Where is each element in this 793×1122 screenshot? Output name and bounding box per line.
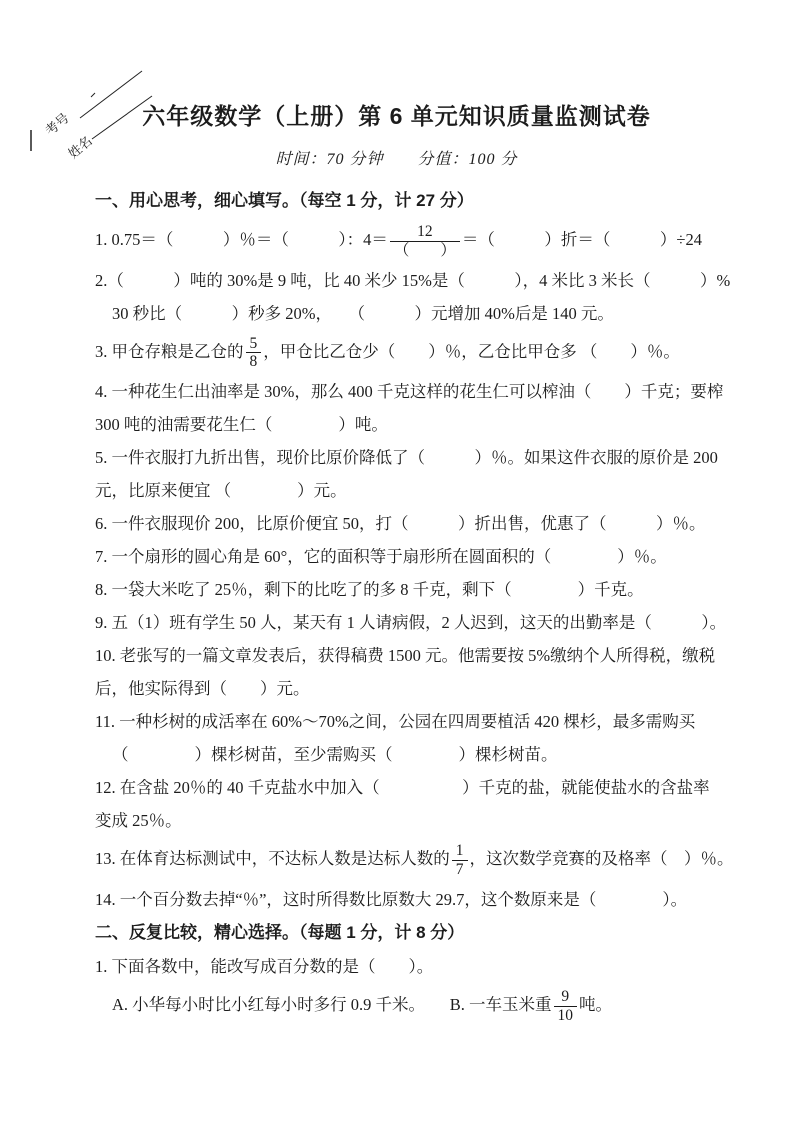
text-segment: 1. 下面各数中，能改写成百分数的是（ ）。 [95, 956, 434, 976]
question-line [95, 446, 718, 470]
question-line [95, 611, 727, 635]
text-segment: 二、反复比较，精心选择。（每题 1 分，计 8 分） [95, 922, 465, 942]
corner-name-fields [0, 0, 300, 250]
text-segment: 7. 一个扇形的圆心角是 60°，它的面积等于扇形所在圆面积的（ ）％。 [95, 547, 667, 567]
text-segment: ，这次数学竞赛的及格率（ ）％。 [469, 849, 734, 869]
text-segment: 4. 一种花生仁出油率是 30%，那么 400 千克这样的花生仁可以榨油（ ）千克；要榨 [95, 382, 724, 402]
text-segment: A. 小华每小时比小红每小时多行 0.9 千米。 B. 一车玉米重 [112, 994, 552, 1014]
exam-number-label: 考号 [42, 110, 72, 139]
questions-container [0, 189, 793, 1025]
question-line [112, 988, 708, 1025]
section-header [95, 921, 708, 945]
question-line [95, 955, 708, 979]
fraction-denominator: 7 [452, 860, 468, 879]
question-line [95, 380, 724, 404]
text-segment: （ ）棵杉树苗，至少需购买（ ）棵杉树苗。 [112, 745, 558, 765]
text-segment: 8. 一袋大米吃了 25％，剩下的比吃了的多 8 千克，剩下（ ）千克。 [95, 580, 644, 600]
text-segment: 13. 在体育达标测试中，不达标人数是达标人数的 [95, 849, 450, 869]
text-segment: 3. 甲仓存粮是乙仓的 [95, 341, 244, 361]
text-segment: 30 秒比（ ）秒多 20%， （ ）元增加 40%后是 140 元。 [112, 303, 614, 323]
question-line [95, 335, 708, 372]
fraction [390, 223, 460, 260]
question-line [95, 479, 708, 503]
text-segment: 5. 一件衣服打九折出售，现价比原价降低了（ ）％。如果这件衣服的原价是 200 [95, 448, 718, 468]
text-segment: 吨。 [579, 994, 613, 1014]
paper-meta: 时间：70 分钟 分值：100 分 [275, 151, 518, 168]
question-line [95, 710, 708, 734]
text-segment: 后，他实际得到（ ）元。 [95, 679, 310, 699]
fraction [554, 988, 578, 1025]
text-segment: 元，比原来便宜 （ ）元。 [95, 481, 347, 501]
question-line [95, 512, 708, 536]
question-line [95, 809, 708, 833]
fraction-numerator: 1 [455, 842, 464, 860]
fraction-denominator: 8 [246, 352, 262, 371]
page-title: 六年级数学（上册）第 6 单元知识质量监测试卷 [142, 103, 651, 129]
text-segment: 300 吨的油需要花生仁（ ）吨。 [95, 415, 388, 435]
fraction-denominator: 10 [554, 1006, 578, 1025]
question-line [95, 677, 708, 701]
fraction-numerator: 12 [417, 223, 433, 240]
text-segment: 1. 0.75＝（ ）％＝（ ）：4＝ [95, 230, 388, 250]
question-line [95, 776, 708, 800]
text-segment: 10. 老张写的一篇文章发表后，获得稿费 1500 元。他需要按 5%缴纳个人所得税，缴税 [95, 646, 716, 666]
question-line [95, 644, 716, 668]
fraction-numerator: 9 [561, 987, 570, 1005]
question-line [95, 269, 731, 293]
student-name-label: 姓名 [65, 133, 95, 162]
fraction-numerator: 5 [249, 334, 258, 352]
question-line [112, 302, 708, 326]
small-dash [91, 93, 95, 97]
question-line [95, 888, 708, 912]
text-segment: 一、用心思考，细心填写。（每空 1 分，计 27 分） [95, 191, 474, 210]
text-segment: 变成 25％。 [95, 811, 182, 831]
fraction-denominator: （ ） [390, 241, 460, 260]
question-line [112, 743, 708, 767]
text-segment: 11. 一种杉树的成活率在 60%～70%之间，公园在四周要植活 420 棵杉，最多需购买 [95, 712, 696, 732]
text-segment: 2.（ ）吨的 30%是 9 吨，比 40 米少 15%是（ ），4 米比 3 米长（ ）% [95, 270, 731, 290]
text-segment: 9. 五（1）班有学生 50 人，某天有 1 人请病假，2 人迟到，这天的出勤率是（ ）。 [95, 613, 727, 633]
question-line [95, 413, 708, 437]
text-segment: 12. 在含盐 20％的 40 千克盐水中加入（ ）千克的盐，就能使盐水的含盐率 [95, 778, 710, 798]
text-segment: ＝（ ）折＝（ ）÷24 [461, 230, 702, 250]
text-segment: ，甲仓比乙仓少（ ）％，乙仓比甲仓多 （ ）％。 [263, 341, 680, 361]
exam-number-blank-line [80, 71, 142, 118]
text-segment: 6. 一件衣服现价 200，比原价便宜 50，打（ ）折出售，优惠了（ ）％。 [95, 514, 706, 534]
text-segment: 14. 一个百分数去掉“％”，这时所得数比原数大 29.7，这个数原来是（ ）。 [95, 889, 688, 909]
fraction [246, 335, 262, 372]
question-line [95, 545, 708, 569]
question-line [95, 842, 734, 879]
fraction [452, 842, 468, 879]
question-line [95, 578, 708, 602]
